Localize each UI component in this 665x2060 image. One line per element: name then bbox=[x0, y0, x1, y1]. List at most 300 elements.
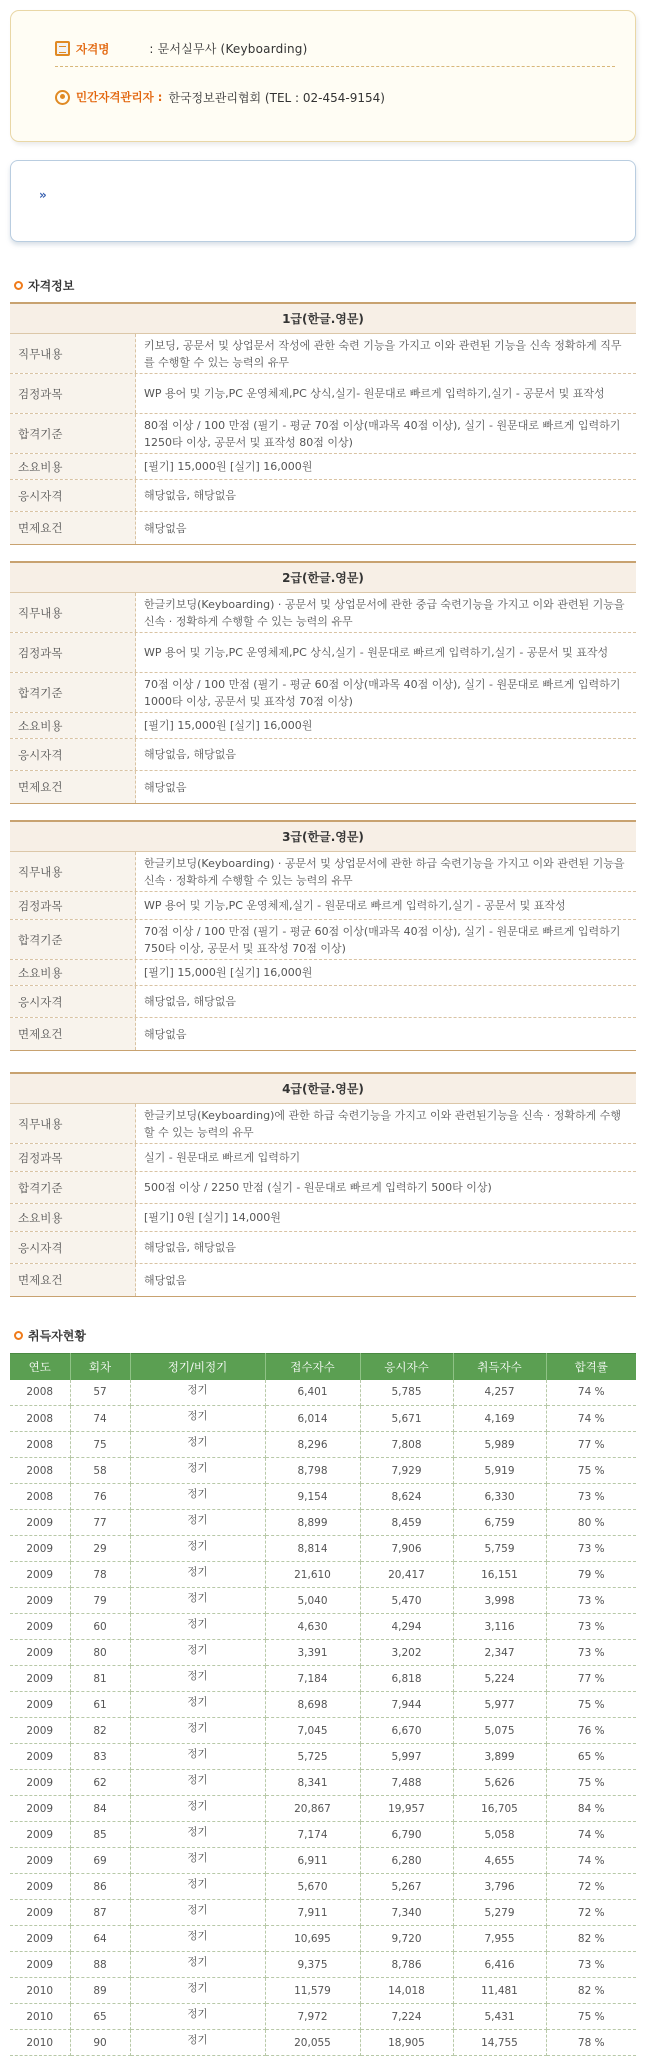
qualification-manager-label: 민간자격관리자 : bbox=[76, 90, 163, 104]
column-header: 연도 bbox=[10, 1354, 70, 1380]
table-cell: 3,116 bbox=[453, 1614, 546, 1640]
table-cell: 정기 bbox=[130, 1614, 265, 1640]
table-cell: 74 % bbox=[546, 1406, 636, 1432]
table-cell: 79 bbox=[70, 1588, 130, 1614]
table-cell: 7,808 bbox=[360, 1432, 453, 1458]
table-cell: 정기 bbox=[130, 1666, 265, 1692]
grade-title: 1급(한글.영문) bbox=[10, 304, 636, 334]
grade-info-value: 한글키보딩(Keyboarding) · 공문서 및 상업문서에 관한 하급 숙련기능을 가지고 이와 관련된 기능을 신속 · 정확하게 수행할 수 있는 능력의 유무 bbox=[144, 856, 625, 887]
column-header: 합격률 bbox=[546, 1354, 636, 1380]
table-cell: 2009 bbox=[10, 1510, 70, 1536]
table-cell: 84 bbox=[70, 1796, 130, 1822]
grade-info-label: 응시자격 bbox=[10, 480, 136, 511]
table-cell: 7,184 bbox=[265, 1666, 360, 1692]
table-cell: 정기 bbox=[130, 1484, 265, 1510]
table-cell: 20,867 bbox=[265, 1796, 360, 1822]
table-row bbox=[10, 1692, 636, 1718]
table-cell: 2009 bbox=[10, 1588, 70, 1614]
table-cell: 2010 bbox=[10, 1978, 70, 2004]
grade-table bbox=[10, 302, 636, 545]
table-cell: 16,151 bbox=[453, 1562, 546, 1588]
grade-info-value: WP 용어 및 기능,PC 운영체제,PC 상식,실기- 원문대로 빠르게 입력하기,실기 - 공문서 및 표작성 bbox=[144, 387, 605, 400]
table-cell: 정기 bbox=[130, 1406, 265, 1432]
table-cell: 5,224 bbox=[453, 1666, 546, 1692]
table-row bbox=[10, 2030, 636, 2056]
table-cell: 20,417 bbox=[360, 1562, 453, 1588]
table-row bbox=[10, 1562, 636, 1588]
table-row bbox=[10, 1952, 636, 1978]
table-cell: 21,610 bbox=[265, 1562, 360, 1588]
table-cell: 74 bbox=[70, 1406, 130, 1432]
table-cell: 62 bbox=[70, 1770, 130, 1796]
grade-info-label: 면제요건 bbox=[10, 771, 136, 803]
table-cell: 정기 bbox=[130, 1640, 265, 1666]
table-cell: 9,375 bbox=[265, 1952, 360, 1978]
table-cell: 정기 bbox=[130, 1900, 265, 1926]
table-cell: 18,905 bbox=[360, 2030, 453, 2056]
table-cell: 2010 bbox=[10, 2030, 70, 2056]
grade-info-value: 해당없음 bbox=[144, 1027, 187, 1041]
grade-info-row bbox=[10, 1172, 636, 1204]
grade-info-row bbox=[10, 1104, 636, 1144]
table-cell: 8,459 bbox=[360, 1510, 453, 1536]
grade-info-label: 소요비용 bbox=[10, 960, 136, 985]
table-cell: 6,911 bbox=[265, 1848, 360, 1874]
grade-info-label: 검정과목 bbox=[10, 374, 136, 413]
table-cell: 8,698 bbox=[265, 1692, 360, 1718]
table-cell: 2008 bbox=[10, 1406, 70, 1432]
table-cell: 81 bbox=[70, 1666, 130, 1692]
grade-info-label: 면제요건 bbox=[10, 512, 136, 544]
grade-title: 2급(한글.영문) bbox=[10, 563, 636, 593]
table-cell: 정기 bbox=[130, 1536, 265, 1562]
table-header-row bbox=[10, 1354, 636, 1380]
grade-info-label: 면제요건 bbox=[10, 1264, 136, 1296]
grade-info-label: 직무내용 bbox=[10, 1104, 136, 1143]
table-cell: 80 % bbox=[546, 1510, 636, 1536]
table-cell: 2009 bbox=[10, 1874, 70, 1900]
table-row bbox=[10, 1718, 636, 1744]
table-cell: 정기 bbox=[130, 1822, 265, 1848]
grade-info-row bbox=[10, 771, 636, 803]
table-cell: 5,626 bbox=[453, 1770, 546, 1796]
qualification-info-title bbox=[14, 277, 74, 294]
grade-info-row bbox=[10, 480, 636, 512]
table-row bbox=[10, 1588, 636, 1614]
table-cell: 75 % bbox=[546, 1770, 636, 1796]
person-icon bbox=[55, 90, 70, 105]
table-cell: 2010 bbox=[10, 2004, 70, 2030]
grade-info-value: 실기 - 원문대로 빠르게 입력하기 bbox=[144, 1151, 301, 1164]
table-cell: 73 % bbox=[546, 1536, 636, 1562]
table-cell: 정기 bbox=[130, 1978, 265, 2004]
table-cell: 정기 bbox=[130, 1744, 265, 1770]
table-cell: 82 bbox=[70, 1718, 130, 1744]
table-cell: 정기 bbox=[130, 1952, 265, 1978]
more-arrow-icon[interactable]: » bbox=[39, 188, 47, 202]
table-cell: 6,790 bbox=[360, 1822, 453, 1848]
table-cell: 5,759 bbox=[453, 1536, 546, 1562]
table-row bbox=[10, 1380, 636, 1406]
table-cell: 14,018 bbox=[360, 1978, 453, 2004]
table-cell: 7,906 bbox=[360, 1536, 453, 1562]
grade-info-value: 한글키보딩(Keyboarding)에 관한 하급 숙련기능을 가지고 이와 관련된기능을 신속 · 정확하게 수행할 수 있는 능력의 유무 bbox=[144, 1108, 622, 1139]
grade-info-row bbox=[10, 593, 636, 633]
table-cell: 5,267 bbox=[360, 1874, 453, 1900]
table-cell: 4,257 bbox=[453, 1380, 546, 1406]
table-cell: 6,280 bbox=[360, 1848, 453, 1874]
table-row bbox=[10, 2004, 636, 2030]
table-cell: 8,624 bbox=[360, 1484, 453, 1510]
table-cell: 4,294 bbox=[360, 1614, 453, 1640]
table-cell: 69 bbox=[70, 1848, 130, 1874]
table-cell: 2009 bbox=[10, 1744, 70, 1770]
table-cell: 정기 bbox=[130, 1692, 265, 1718]
grade-info-label: 응시자격 bbox=[10, 1232, 136, 1263]
grade-info-label: 합격기준 bbox=[10, 920, 136, 959]
table-row bbox=[10, 1640, 636, 1666]
document-icon bbox=[55, 41, 70, 56]
grade-info-row bbox=[10, 852, 636, 892]
grade-info-row bbox=[10, 374, 636, 414]
table-row bbox=[10, 1770, 636, 1796]
table-cell: 87 bbox=[70, 1900, 130, 1926]
table-cell: 73 % bbox=[546, 1952, 636, 1978]
grade-info-value: 해당없음 bbox=[144, 521, 187, 535]
qualification-manager-row bbox=[55, 86, 385, 108]
grade-title: 4급(한글.영문) bbox=[10, 1074, 636, 1104]
stats-title-text: 취득자현황 bbox=[28, 1329, 86, 1343]
table-body bbox=[10, 1380, 636, 2056]
table-cell: 77 bbox=[70, 1510, 130, 1536]
table-cell: 9,154 bbox=[265, 1484, 360, 1510]
table-cell: 14,755 bbox=[453, 2030, 546, 2056]
grade-table bbox=[10, 820, 636, 1051]
column-header: 정기/비정기 bbox=[130, 1354, 265, 1380]
grade-info-row bbox=[10, 1232, 636, 1264]
table-cell: 8,296 bbox=[265, 1432, 360, 1458]
table-cell: 2009 bbox=[10, 1718, 70, 1744]
table-cell: 82 % bbox=[546, 1978, 636, 2004]
column-header: 회차 bbox=[70, 1354, 130, 1380]
table-cell: 정기 bbox=[130, 1562, 265, 1588]
table-row bbox=[10, 1822, 636, 1848]
table-cell: 72 % bbox=[546, 1874, 636, 1900]
grade-info-row bbox=[10, 414, 636, 454]
grade-info-value: WP 용어 및 기능,PC 운영체제,실기 - 원문대로 빠르게 입력하기,실기 - 공문서 및 표작성 bbox=[144, 899, 566, 912]
qualification-manager-value: 한국정보관리협회 (TEL : 02-454-9154) bbox=[168, 90, 385, 105]
table-cell: 3,391 bbox=[265, 1640, 360, 1666]
grade-info-value: [필기] 15,000원 [실기] 16,000원 bbox=[144, 460, 313, 473]
table-cell: 90 bbox=[70, 2030, 130, 2056]
table-cell: 2009 bbox=[10, 1640, 70, 1666]
table-cell: 58 bbox=[70, 1458, 130, 1484]
table-cell: 10,695 bbox=[265, 1926, 360, 1952]
column-header: 응시자수 bbox=[360, 1354, 453, 1380]
grade-info-value: [필기] 15,000원 [실기] 16,000원 bbox=[144, 719, 313, 732]
column-header: 취득자수 bbox=[453, 1354, 546, 1380]
table-row bbox=[10, 1848, 636, 1874]
table-cell: 2009 bbox=[10, 1822, 70, 1848]
table-cell: 정기 bbox=[130, 1796, 265, 1822]
table-cell: 8,798 bbox=[265, 1458, 360, 1484]
table-cell: 2009 bbox=[10, 1952, 70, 1978]
grade-info-value: WP 용어 및 기능,PC 운영체제,PC 상식,실기 - 원문대로 빠르게 입력하기,실기 - 공문서 및 표작성 bbox=[144, 646, 609, 659]
grade-info-value: 해당없음, 해당없음 bbox=[144, 995, 237, 1008]
table-cell: 5,671 bbox=[360, 1406, 453, 1432]
grade-info-row bbox=[10, 334, 636, 374]
table-cell: 5,075 bbox=[453, 1718, 546, 1744]
table-cell: 75 % bbox=[546, 2004, 636, 2030]
table-cell: 73 % bbox=[546, 1640, 636, 1666]
table-cell: 5,989 bbox=[453, 1432, 546, 1458]
grade-info-label: 합격기준 bbox=[10, 414, 136, 453]
table-cell: 정기 bbox=[130, 2030, 265, 2056]
table-row bbox=[10, 1536, 636, 1562]
table-cell: 2009 bbox=[10, 1848, 70, 1874]
table-cell: 2,347 bbox=[453, 1640, 546, 1666]
grade-info-label: 소요비용 bbox=[10, 1204, 136, 1231]
table-cell: 5,785 bbox=[360, 1380, 453, 1406]
table-cell: 16,705 bbox=[453, 1796, 546, 1822]
table-cell: 76 % bbox=[546, 1718, 636, 1744]
grade-info-label: 합격기준 bbox=[10, 1172, 136, 1203]
table-cell: 11,579 bbox=[265, 1978, 360, 2004]
table-cell: 76 bbox=[70, 1484, 130, 1510]
table-cell: 6,416 bbox=[453, 1952, 546, 1978]
table-cell: 정기 bbox=[130, 1380, 265, 1406]
table-cell: 정기 bbox=[130, 1458, 265, 1484]
grade-info-row bbox=[10, 673, 636, 713]
grade-table bbox=[10, 561, 636, 804]
table-cell: 5,058 bbox=[453, 1822, 546, 1848]
qualification-name-label: 자격명 bbox=[76, 41, 110, 56]
table-cell: 2009 bbox=[10, 1796, 70, 1822]
grade-info-label: 합격기준 bbox=[10, 673, 136, 712]
table-cell: 7,174 bbox=[265, 1822, 360, 1848]
grade-info-row bbox=[10, 1264, 636, 1296]
table-cell: 6,818 bbox=[360, 1666, 453, 1692]
table-cell: 79 % bbox=[546, 1562, 636, 1588]
grade-info-label: 응시자격 bbox=[10, 739, 136, 770]
grade-info-row bbox=[10, 512, 636, 544]
table-cell: 74 % bbox=[546, 1380, 636, 1406]
grade-info-value: 70점 이상 / 100 만점 (필기 - 평균 60점 이상(매과목 40점 이상), 실기 - 원문대로 빠르게 입력하기 750타 이상, 공문서 및 표작성 70점 이상) bbox=[144, 924, 621, 955]
table-cell: 6,401 bbox=[265, 1380, 360, 1406]
grade-info-value: [필기] 0원 [실기] 14,000원 bbox=[144, 1211, 281, 1224]
table-cell: 6,670 bbox=[360, 1718, 453, 1744]
grade-info-value: 해당없음, 해당없음 bbox=[144, 748, 237, 761]
grade-info-row bbox=[10, 892, 636, 920]
table-cell: 84 % bbox=[546, 1796, 636, 1822]
grade-info-row bbox=[10, 713, 636, 739]
table-cell: 7,955 bbox=[453, 1926, 546, 1952]
grade-info-label: 소요비용 bbox=[10, 713, 136, 738]
table-cell: 78 % bbox=[546, 2030, 636, 2056]
acquirers-table bbox=[10, 1353, 636, 2056]
table-cell: 5,725 bbox=[265, 1744, 360, 1770]
table-cell: 7,972 bbox=[265, 2004, 360, 2030]
grade-info-row bbox=[10, 1018, 636, 1050]
table-cell: 75 % bbox=[546, 1692, 636, 1718]
qualification-info-title-text: 자격정보 bbox=[28, 279, 75, 293]
table-cell: 정기 bbox=[130, 1926, 265, 1952]
table-cell: 86 bbox=[70, 1874, 130, 1900]
grade-info-value: 해당없음, 해당없음 bbox=[144, 1241, 237, 1254]
table-cell: 4,169 bbox=[453, 1406, 546, 1432]
table-row bbox=[10, 1744, 636, 1770]
qualification-name-value: : 문서실무사 (Keyboarding) bbox=[149, 42, 308, 56]
grade-info-label: 소요비용 bbox=[10, 454, 136, 479]
table-cell: 57 bbox=[70, 1380, 130, 1406]
table-row bbox=[10, 1510, 636, 1536]
table-cell: 5,670 bbox=[265, 1874, 360, 1900]
table-cell: 64 bbox=[70, 1926, 130, 1952]
table-row bbox=[10, 1874, 636, 1900]
table-cell: 89 bbox=[70, 1978, 130, 2004]
table-cell: 8,786 bbox=[360, 1952, 453, 1978]
grade-info-label: 검정과목 bbox=[10, 1144, 136, 1171]
table-cell: 3,998 bbox=[453, 1588, 546, 1614]
table-cell: 8,341 bbox=[265, 1770, 360, 1796]
table-row bbox=[10, 1432, 636, 1458]
table-row bbox=[10, 1484, 636, 1510]
table-cell: 88 bbox=[70, 1952, 130, 1978]
table-cell: 74 % bbox=[546, 1822, 636, 1848]
table-cell: 정기 bbox=[130, 1588, 265, 1614]
table-cell: 3,899 bbox=[453, 1744, 546, 1770]
table-cell: 65 bbox=[70, 2004, 130, 2030]
table-cell: 29 bbox=[70, 1536, 130, 1562]
table-cell: 72 % bbox=[546, 1900, 636, 1926]
grade-title: 3급(한글.영문) bbox=[10, 822, 636, 852]
table-cell: 61 bbox=[70, 1692, 130, 1718]
table-row bbox=[10, 1666, 636, 1692]
table-cell: 정기 bbox=[130, 1874, 265, 1900]
table-cell: 2009 bbox=[10, 1614, 70, 1640]
table-cell: 4,655 bbox=[453, 1848, 546, 1874]
table-cell: 9,720 bbox=[360, 1926, 453, 1952]
table-cell: 5,470 bbox=[360, 1588, 453, 1614]
table-cell: 7,944 bbox=[360, 1692, 453, 1718]
table-cell: 75 % bbox=[546, 1458, 636, 1484]
grade-info-row bbox=[10, 739, 636, 771]
table-cell: 2008 bbox=[10, 1380, 70, 1406]
bullet-icon bbox=[14, 1331, 23, 1340]
table-row bbox=[10, 1406, 636, 1432]
table-cell: 2008 bbox=[10, 1484, 70, 1510]
table-row bbox=[10, 1796, 636, 1822]
grade-info-value: 500점 이상 / 2250 만점 (실기 - 원문대로 빠르게 입력하기 500타 이상) bbox=[144, 1181, 492, 1194]
grade-info-label: 직무내용 bbox=[10, 334, 136, 373]
table-cell: 80 bbox=[70, 1640, 130, 1666]
table-cell: 11,481 bbox=[453, 1978, 546, 2004]
table-cell: 19,957 bbox=[360, 1796, 453, 1822]
table-cell: 2009 bbox=[10, 1692, 70, 1718]
grade-info-label: 면제요건 bbox=[10, 1018, 136, 1050]
table-row bbox=[10, 1614, 636, 1640]
table-cell: 5,040 bbox=[265, 1588, 360, 1614]
table-cell: 73 % bbox=[546, 1484, 636, 1510]
grade-info-row bbox=[10, 920, 636, 960]
table-cell: 78 bbox=[70, 1562, 130, 1588]
column-header: 접수자수 bbox=[265, 1354, 360, 1380]
table-cell: 2008 bbox=[10, 1458, 70, 1484]
table-row bbox=[10, 1900, 636, 1926]
table-cell: 5,431 bbox=[453, 2004, 546, 2030]
grade-info-row bbox=[10, 1204, 636, 1232]
table-cell: 65 % bbox=[546, 1744, 636, 1770]
table-cell: 82 % bbox=[546, 1926, 636, 1952]
grade-info-label: 검정과목 bbox=[10, 633, 136, 672]
grade-info-label: 직무내용 bbox=[10, 593, 136, 632]
grade-info-value: 해당없음 bbox=[144, 780, 187, 794]
table-cell: 8,814 bbox=[265, 1536, 360, 1562]
table-cell: 74 % bbox=[546, 1848, 636, 1874]
grade-info-label: 검정과목 bbox=[10, 892, 136, 919]
table-cell: 7,224 bbox=[360, 2004, 453, 2030]
qualification-name-row bbox=[55, 37, 615, 67]
table-cell: 5,997 bbox=[360, 1744, 453, 1770]
grade-table bbox=[10, 1072, 636, 1297]
grade-info-value: 키보딩, 공문서 및 상업문서 작성에 관한 숙련 기능을 가지고 이와 관련된 기능을 신속 정확하게 직무를 수행할 수 있는 능력의 유무 bbox=[144, 338, 622, 369]
table-cell: 2009 bbox=[10, 1770, 70, 1796]
grade-info-row bbox=[10, 454, 636, 480]
info-box bbox=[10, 160, 636, 242]
table-cell: 정기 bbox=[130, 1510, 265, 1536]
table-cell: 4,630 bbox=[265, 1614, 360, 1640]
bullet-icon bbox=[14, 281, 23, 290]
table-cell: 2009 bbox=[10, 1666, 70, 1692]
table-cell: 2009 bbox=[10, 1536, 70, 1562]
table-row bbox=[10, 1978, 636, 2004]
table-row bbox=[10, 1458, 636, 1484]
table-cell: 정기 bbox=[130, 1770, 265, 1796]
grade-info-label: 직무내용 bbox=[10, 852, 136, 891]
grade-info-value: 70점 이상 / 100 만점 (필기 - 평균 60점 이상(매과목 40점 이상), 실기 - 원문대로 빠르게 입력하기 1000타 이상, 공문서 및 표작성 70점 이상) bbox=[144, 677, 621, 708]
table-cell: 83 bbox=[70, 1744, 130, 1770]
table-cell: 75 bbox=[70, 1432, 130, 1458]
table-cell: 7,929 bbox=[360, 1458, 453, 1484]
table-cell: 정기 bbox=[130, 1848, 265, 1874]
table-cell: 73 % bbox=[546, 1588, 636, 1614]
qualification-header bbox=[10, 10, 636, 142]
grade-info-value: 80점 이상 / 100 만점 (필기 - 평균 70점 이상(매과목 40점 이상), 실기 - 원문대로 빠르게 입력하기 1250타 이상, 공문서 및 표작성 80점 이상) bbox=[144, 418, 621, 449]
table-cell: 85 bbox=[70, 1822, 130, 1848]
table-cell: 5,919 bbox=[453, 1458, 546, 1484]
table-cell: 6,330 bbox=[453, 1484, 546, 1510]
table-cell: 3,796 bbox=[453, 1874, 546, 1900]
table-cell: 6,014 bbox=[265, 1406, 360, 1432]
table-cell: 정기 bbox=[130, 2004, 265, 2030]
table-cell: 73 % bbox=[546, 1614, 636, 1640]
grade-info-label: 응시자격 bbox=[10, 986, 136, 1017]
grade-info-row bbox=[10, 986, 636, 1018]
table-cell: 77 % bbox=[546, 1432, 636, 1458]
grade-info-row bbox=[10, 1144, 636, 1172]
table-cell: 20,055 bbox=[265, 2030, 360, 2056]
table-cell: 3,202 bbox=[360, 1640, 453, 1666]
table-cell: 2009 bbox=[10, 1900, 70, 1926]
table-cell: 7,340 bbox=[360, 1900, 453, 1926]
grade-info-value: 한글키보딩(Keyboarding) · 공문서 및 상업문서에 관한 중급 숙련기능을 가지고 이와 관련된 기능을 신속 · 정확하게 수행할 수 있는 능력의 유무 bbox=[144, 597, 625, 628]
table-cell: 정기 bbox=[130, 1718, 265, 1744]
table-cell: 8,899 bbox=[265, 1510, 360, 1536]
grade-info-row bbox=[10, 633, 636, 673]
table-cell: 6,759 bbox=[453, 1510, 546, 1536]
table-cell: 정기 bbox=[130, 1432, 265, 1458]
table-cell: 5,279 bbox=[453, 1900, 546, 1926]
